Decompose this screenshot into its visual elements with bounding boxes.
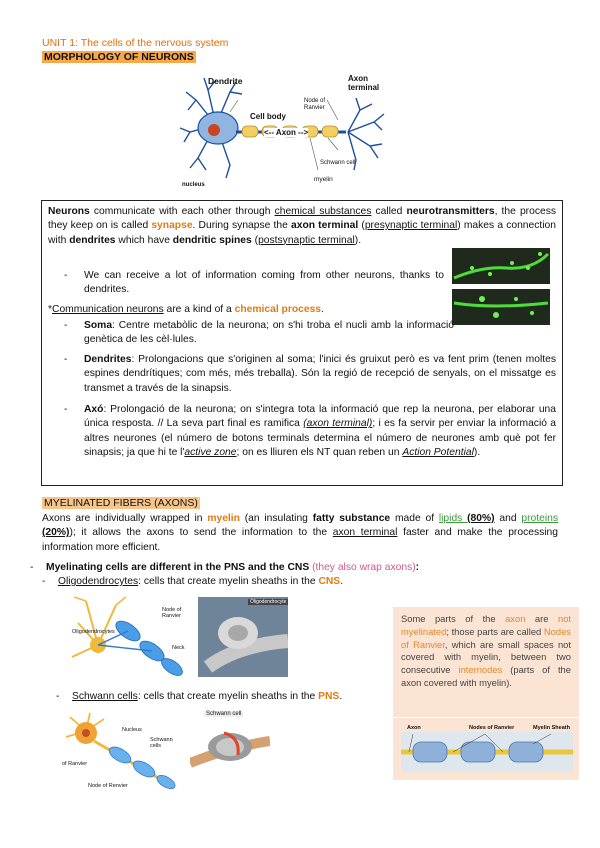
term-neurotransmitters: neurotransmitters [406,206,495,217]
bullet-text: We can receive a lot of information coming from other neurons, thanks to dendrites. [84,270,444,296]
text-fragment: ( [358,220,365,232]
label-of-ranvier: of Ranvier [62,761,88,767]
term-active-zone: active zone [184,446,237,458]
term-cns: CNS [318,576,341,587]
label-nucleus: Nucleus [122,727,142,733]
bullet-axo [64,403,556,460]
schwann-3d-image [190,711,270,781]
neurons-paragraph [48,205,556,248]
text-fragment: , which are small spaces not covered with myelin, between two consecutive [401,638,571,676]
term-nodes-of-ranvier: Nodes of Ranvier [401,625,571,650]
text-fragment: and [494,513,522,524]
label-axon-terminal: Axon terminal [348,74,380,92]
label-dendrite: Dendrite [208,76,243,86]
dendrite-micrograph-2 [452,289,550,325]
lipids-percent: (80%) [467,513,495,524]
text-fragment: . [339,691,343,702]
label-node-of-ranvier: Node of Ranvier [162,607,182,619]
dash-bullet: - [64,270,68,281]
text-fragment: are [525,613,558,624]
label-nodes-of-ranvier: Nodes of Ranvier [469,725,515,731]
text-fragment: made of [390,513,439,524]
term-pns: PNS [318,691,340,702]
term-oligodendrocytes: Oligodendrocytes [58,576,139,587]
text-fragment: called [371,206,407,217]
text-fragment: Some parts of the [401,613,506,624]
dendrite-micrograph-1 [452,248,550,284]
schwann-diagram [62,711,180,793]
text-fragment: which have [115,234,173,246]
neuron-diagram [178,70,388,195]
label-neck: Neck [172,645,185,651]
text-fragment: . [321,304,324,315]
dash-bullet: - [42,576,46,587]
text-fragment: (parts of the axon covered with myelin). [401,664,571,688]
text-fragment: ). [354,234,362,246]
communication-neurons-line [48,303,448,317]
unit-title: UNIT 1: The cells of the nervous system [42,37,229,49]
schwann-3d-render [190,711,270,781]
text-fragment: , the process they keep on is called [48,206,556,232]
oligodendrocyte-3d-render [198,597,288,677]
term-myelin: myelin [207,513,240,524]
term-axon-terminal-italic: (axon terminal) [303,418,373,430]
myelinating-cells-title: Myelinating cells are different in the PNS and the CNS [46,562,310,573]
dash-bullet: - [56,691,60,702]
label-node-of-renvier: Node of Renvier [88,783,128,789]
dash-bullet: - [30,562,34,573]
term-chemical-process: chemical process [234,304,322,315]
bullet-soma [64,319,454,348]
term-dendrites: dendrites [69,234,116,246]
term-dendrites: Dendrites [84,354,132,365]
soma-text: : Centre metabòlic de la neurona; on s'hi troba el nucli amb la informació genètica de les cèl·lules. [84,320,454,346]
term-axon-terminal: axon terminal [332,527,398,539]
term-neurons: Neurons [48,206,90,217]
label-axon: <-- Axon --> [264,128,309,137]
term-postsynaptic-terminal: postsynaptic terminal [258,234,355,246]
term-axon-terminal: axon terminal [291,220,359,232]
term-dendritic-spines: dendritic spines [172,234,252,246]
text-fragment: faster and make the processing information more efficient. [42,527,558,553]
label-schwann-cell: Schwann cell [320,160,356,166]
label-myelin: myelin [314,176,333,183]
term-proteins: proteins [521,513,558,524]
term-presynaptic-terminal: presynaptic terminal [364,220,458,232]
myelinating-cells-heading [30,561,560,575]
label-myelin-sheath: Myelin Sheath [533,725,570,731]
label-oligodendrocytes: Oligodendrocytes [72,629,115,635]
neurons-info-box [41,200,563,486]
label-node-of-ranvier: Node of Ranvier [304,98,326,111]
label-schwann-cells: Schwann cells [150,737,173,749]
oligodendrocyte-diagram [68,593,193,681]
term-not-myelinated: not myelinated [401,613,571,637]
text-fragment: ); it allows the axons to send the information to the [69,527,333,539]
text-fragment: * [48,304,53,315]
term-fatty-substance: fatty substance [312,513,391,524]
myelinating-cells-note: (they also wrap axons) [309,562,416,573]
schwann-line [56,690,386,704]
oligodendrocytes-line [42,575,542,589]
section-heading-morphology: MORPHOLOGY OF NEURONS [44,51,194,63]
term-lipids: lipids [438,513,468,524]
text-fragment: are a kind of a [163,304,235,315]
oligodendrocyte-3d-image [198,597,288,677]
term-axo: Axó [84,404,104,415]
bullet-dendrites [64,353,556,396]
proteins-percent: (20%) [42,527,70,539]
text-fragment: (an insulating [239,513,313,524]
text-fragment: Axons are individually wrapped in [42,513,208,524]
text-fragment: ( [251,234,259,246]
axon-nodes-diagram [393,718,579,780]
term-action-potential: Action Potential [402,446,474,458]
term-chemical-substances: chemical substances [274,206,372,217]
text-fragment: : cells that create myelin sheaths in the [138,576,319,587]
text-fragment: . [340,576,344,587]
label-axon: Axon [407,725,421,731]
dash-bullet: - [64,354,68,365]
text-fragment: : [415,562,420,573]
dendrites-text: : Prolongacions que s'originen al soma; l'inici és gruixut però es va fent prim (tenen moltes espines dendrítiques; com més, més treballa). Són la regió de recepció de senyals, on el missatge es transmet a través de la sinapsis. [84,354,556,394]
micrograph-2-image [452,289,550,325]
section-heading-myelinated: MYELINATED FIBERS (AXONS) [44,497,198,509]
label-schwann-cell: Schwann cell [206,711,242,717]
micrograph-1-image [452,248,550,284]
myelin-paragraph [42,512,558,555]
text-fragment: ) makes a connection with [48,220,556,246]
term-communication-neurons: Communication neurons [52,304,164,315]
term-internodes: internodes [458,664,503,676]
label-cell-body: Cell body [250,112,287,121]
dash-bullet: - [64,320,68,331]
text-fragment: : cells that create myelin sheaths in the [137,691,319,702]
bullet-dendrites-info [64,269,444,298]
text-fragment: ; i es fa servir per enviar la informació a altres neurones (el número de botons terminals determina el número de neurones amb què pot fer sinapsis; ja que hi te l' [84,418,556,458]
text-fragment: ; those parts are called [446,625,544,637]
schwann-illustration [62,711,180,793]
oligodendrocyte-badge: Oligodendrocyte [250,599,287,605]
term-synapse: synapse [151,220,193,232]
text-fragment: communicate with each other through [89,206,275,217]
text-fragment: . During synapse the [192,220,291,232]
nodes-of-ranvier-note [393,607,579,717]
text-fragment: : Prolongació de la neurona; on s'integra tota la informació que rep la neurona, per elaborar una única resposta. // La seva part final es ramifica [84,404,556,430]
dash-bullet: - [64,404,68,415]
text-fragment: ). [473,446,481,458]
label-nucleus: nucleus [182,182,205,188]
text-fragment: ; on es lliuren els NT quan reben un [236,446,403,458]
term-soma: Soma [84,320,113,331]
term-axon: axon [505,613,526,624]
term-schwann-cells: Schwann cells [72,691,138,702]
